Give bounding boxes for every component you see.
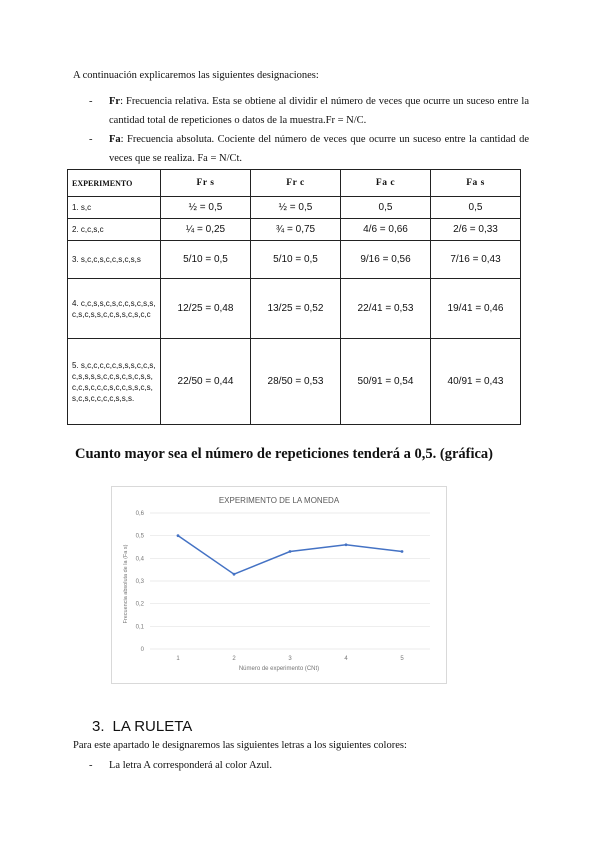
table-row [68, 279, 521, 339]
fr-c-cell: 28/50 = 0,53 [251, 339, 341, 425]
fa-c-cell: 9/16 = 0,56 [341, 241, 431, 279]
fr-c-cell: 13/25 = 0,52 [251, 279, 341, 339]
chart-title: EXPERIMENTO DE LA MONEDA [218, 496, 340, 505]
definition-fr [89, 92, 529, 130]
bullet-dash: - [89, 760, 93, 771]
y-tick-label: 0,3 [135, 579, 144, 585]
fr-c-cell: ½ = 0,5 [251, 197, 341, 219]
x-tick-label: 4 [344, 656, 348, 662]
x-tick-label: 2 [232, 656, 236, 662]
fr-s-cell: 5/10 = 0,5 [161, 241, 251, 279]
term-fa: Fa [109, 134, 121, 145]
fr-c-cell: ¾ = 0,75 [251, 219, 341, 241]
fa-c-cell: 22/41 = 0,53 [341, 279, 431, 339]
fr-c-cell: 5/10 = 0,5 [251, 241, 341, 279]
y-tick-label: 0 [140, 647, 144, 653]
experiment-cell: 3. s,c,c,s,c,c,s,c,s,s [68, 241, 161, 279]
fa-c-cell: 50/91 = 0,54 [341, 339, 431, 425]
coin-experiment-chart [111, 486, 447, 684]
bullet-dash: - [89, 134, 93, 145]
data-point [177, 534, 180, 537]
data-point [401, 550, 404, 553]
fa-c-cell: 4/6 = 0,66 [341, 219, 431, 241]
series-line [178, 536, 402, 575]
definitions-list [89, 92, 529, 168]
chart-svg [112, 487, 446, 683]
x-axis-label: Número de experimento (CNt) [238, 666, 320, 672]
fr-s-cell: 22/50 = 0,44 [161, 339, 251, 425]
section-title: LA RULETA [112, 718, 193, 735]
header-fa-s: Fa s [431, 170, 521, 197]
y-tick-label: 0,4 [135, 556, 144, 563]
x-tick-label: 5 [400, 656, 404, 662]
data-point [233, 573, 236, 576]
header-fr-c: Fr c [251, 170, 341, 197]
fa-c-cell: 0,5 [341, 197, 431, 219]
experiment-cell: 1. s,c [68, 197, 161, 219]
fr-s-cell: ¼ = 0,25 [161, 219, 251, 241]
table-row [68, 219, 521, 241]
experiment-cell: 2. c,c,s,c [68, 219, 161, 241]
table-header-row [68, 170, 521, 197]
y-tick-label: 0,1 [135, 624, 144, 631]
fa-s-cell: 40/91 = 0,43 [431, 339, 521, 425]
y-tick-label: 0,2 [135, 601, 144, 608]
fr-s-cell: 12/25 = 0,48 [161, 279, 251, 339]
data-point [345, 543, 348, 546]
fa-s-cell: 7/16 = 0,43 [431, 241, 521, 279]
definition-fr-text: : Frecuencia relativa. Esta se obtiene al dividir el número de veces que ocurre un suceso entre la cantidad total de repeticiones o datos de la muestra.Fr = N/C. [109, 96, 529, 126]
fr-s-cell: ½ = 0,5 [161, 197, 251, 219]
paragraph: Para este apartado le designaremos las siguientes letras a los siguientes colores: [73, 740, 407, 751]
fa-s-cell: 2/6 = 0,33 [431, 219, 521, 241]
data-point [289, 550, 292, 553]
x-tick-label: 3 [288, 656, 292, 662]
frequency-table [67, 169, 521, 425]
y-axis-label: Frecuencia absoluta de la (Fa s) [123, 544, 129, 624]
intro-text: A continuación explicaremos las siguientes designaciones: [73, 70, 319, 81]
table-row [68, 197, 521, 219]
header-fr-s: Fr s [161, 170, 251, 197]
bullet-text: La letra A corresponderá al color Azul. [109, 760, 272, 771]
x-tick-label: 1 [176, 656, 180, 662]
section-heading [92, 718, 192, 735]
y-tick-label: 0,6 [135, 511, 144, 517]
header-experimento: EXPERIMENTO [68, 170, 161, 197]
term-fr: Fr [109, 96, 121, 107]
definition-fa-text: : Frecuencia absoluta. Cociente del número de veces que ocurre un suceso entre la cantidad de veces que se realiza. Fa = N/Ct. [109, 134, 529, 164]
y-tick-label: 0,5 [135, 533, 144, 540]
bullet-dash: - [89, 96, 93, 107]
color-bullet [89, 760, 272, 771]
experiment-cell: 4. c,c,s,s,c,s,c,c,s,c,s,s,c,s,c,s,s,c,c,s,s,c,s,c,c [68, 279, 161, 339]
section-number: 3. [92, 718, 105, 735]
experiment-cell: 5. s,c,c,c,c,c,s,s,s,c,c,s,c,s,s,s,s,c,c,s,c,s,c,s,s,c,c,s,c,c,c,s,c,c,s,s,c,s,s,c,s,c,c,c,c,s,s,s. [68, 339, 161, 425]
table-row [68, 339, 521, 425]
headline: Cuanto mayor sea el número de repeticiones tenderá a 0,5. (gráfica) [75, 446, 494, 462]
header-fa-c: Fa c [341, 170, 431, 197]
fa-s-cell: 19/41 = 0,46 [431, 279, 521, 339]
fa-s-cell: 0,5 [431, 197, 521, 219]
table-row [68, 241, 521, 279]
definition-fa [89, 130, 529, 168]
